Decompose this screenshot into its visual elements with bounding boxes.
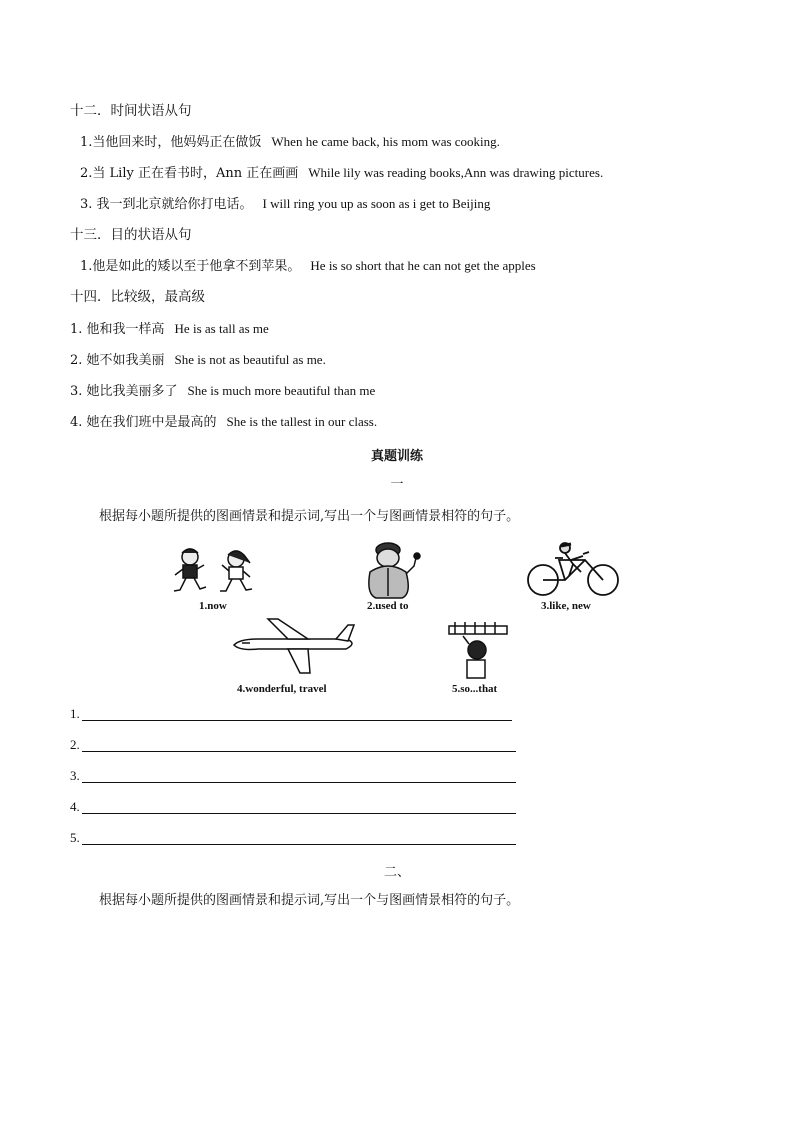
- section-heading-13: 十三．目的状语从句: [70, 227, 192, 243]
- answer-line[interactable]: [82, 720, 512, 721]
- picture-caption-1: 1.now: [199, 600, 227, 612]
- instruction-2: 根据每小题所提供的图画情景和提示词,写出一个与图画情景相符的句子。: [99, 893, 520, 908]
- picture-caption-5: 5.so...that: [452, 683, 498, 695]
- instruction-1: 根据每小题所提供的图画情景和提示词,写出一个与图画情景相符的句子。: [99, 509, 520, 524]
- example-zh: 1. 他和我一样高: [70, 322, 165, 337]
- example-14-1: [70, 321, 269, 338]
- example-12-1: [80, 134, 500, 151]
- example-14-4: [70, 414, 377, 431]
- answer-number: 2.: [70, 737, 80, 752]
- example-12-2: [80, 165, 603, 182]
- airplane-icon: [228, 615, 360, 679]
- example-14-2: [70, 352, 326, 369]
- example-en: He is so short that he can not get the apples: [310, 258, 536, 273]
- example-en: She is not as beautiful as me.: [174, 352, 326, 367]
- section-heading-12: 十二．时间状语从句: [70, 103, 192, 119]
- picture-caption-2: 2.used to: [367, 600, 409, 612]
- example-zh: 1.他是如此的矮以至于他拿不到苹果。: [80, 259, 301, 274]
- example-14-3: [70, 383, 375, 400]
- example-zh: 2. 她不如我美丽: [70, 353, 165, 368]
- example-zh: 1.当他回来时，他妈妈正在做饭: [80, 135, 262, 150]
- practice-title: 真题训练: [370, 449, 423, 464]
- answer-line[interactable]: [82, 813, 516, 814]
- child-reaching-shelf-icon: [445, 620, 511, 682]
- example-en: She is much more beautiful than me: [187, 383, 376, 398]
- example-en: I will ring you up as soon as i get to Beijing: [262, 196, 491, 211]
- example-zh: 4. 她在我们班中是最高的: [70, 415, 217, 430]
- section-heading-14: 十四．比较级，最高级: [70, 289, 205, 305]
- answer-number: 5.: [70, 830, 80, 845]
- example-zh: 3. 她比我美丽多了: [70, 384, 178, 399]
- cyclist-icon: [525, 540, 621, 600]
- example-zh: 3. 我一到北京就给你打电话。: [80, 197, 253, 212]
- example-en: While lily was reading books,Ann was drawing pictures.: [308, 165, 604, 180]
- answer-row-1: [70, 706, 520, 722]
- answer-line[interactable]: [82, 844, 516, 845]
- example-en: He is as tall as me: [174, 321, 269, 336]
- answer-number: 1.: [70, 706, 80, 721]
- example-13-1: [80, 258, 536, 275]
- picture-caption-3: 3.like, new: [541, 600, 591, 612]
- part-two-label: 二、: [383, 865, 410, 880]
- example-zh: 2.当 Lily 正在看书时，Ann 正在画画: [80, 166, 299, 181]
- answer-number: 4.: [70, 799, 80, 814]
- answer-line[interactable]: [82, 751, 516, 752]
- answer-row-5: [70, 830, 520, 846]
- answer-number: 3.: [70, 768, 80, 783]
- part-one-label: 一: [390, 477, 404, 492]
- example-en: She is the tallest in our class.: [226, 414, 378, 429]
- example-12-3: [80, 196, 490, 213]
- answer-row-3: [70, 768, 520, 784]
- fat-man-icon: [360, 538, 430, 602]
- answer-row-2: [70, 737, 520, 753]
- running-kids-icon: [170, 545, 270, 600]
- example-en: When he came back, his mom was cooking.: [271, 134, 500, 149]
- answer-line[interactable]: [82, 782, 516, 783]
- picture-caption-4: 4.wonderful, travel: [237, 683, 327, 695]
- answer-row-4: [70, 799, 520, 815]
